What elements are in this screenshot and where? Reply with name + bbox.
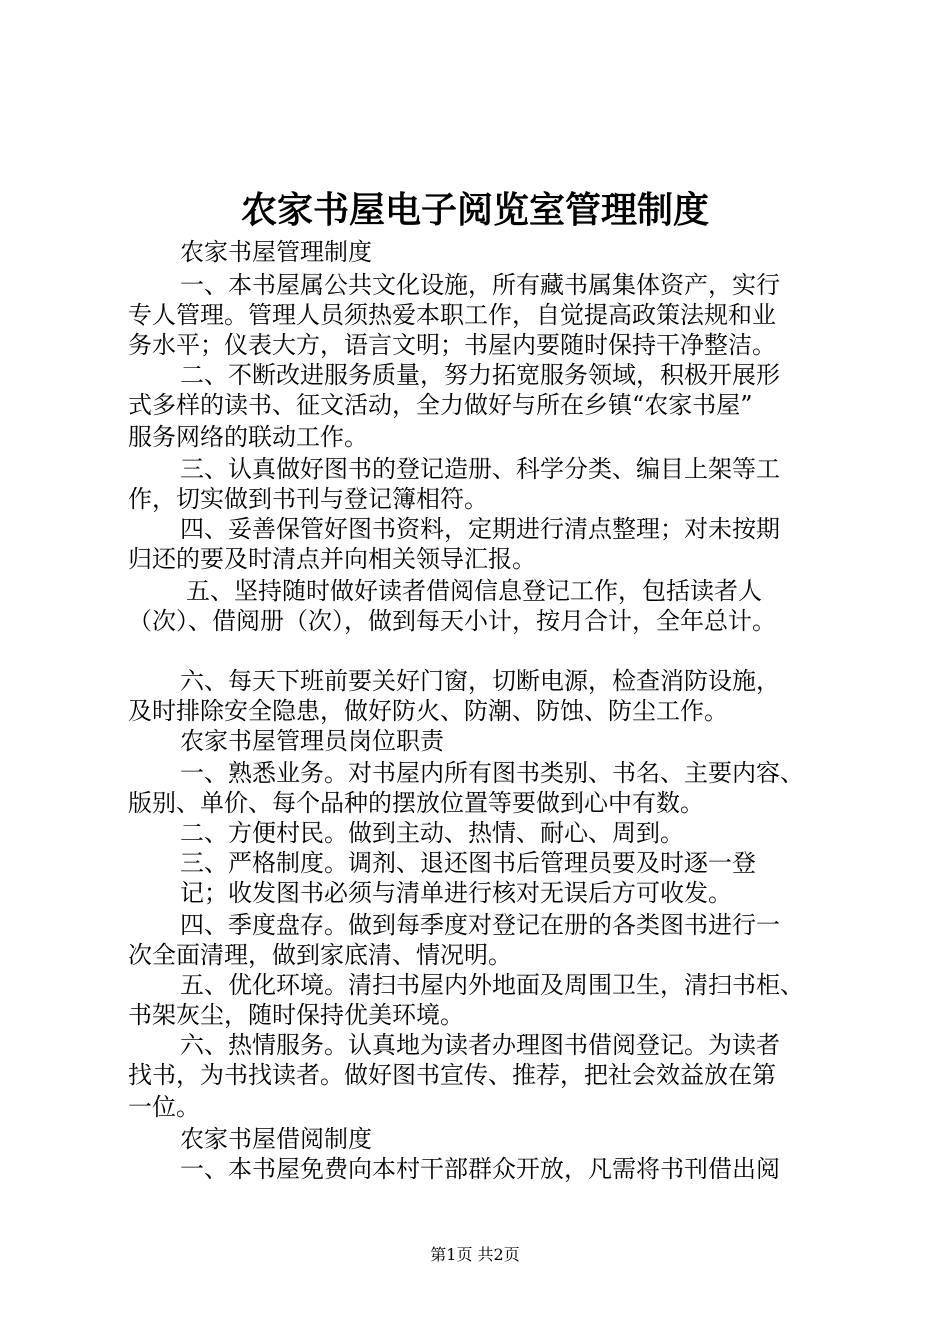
text-line: 六、热情服务。认真地为读者办理图书借阅登记。为读者: [180, 1031, 780, 1059]
text-line: 一、熟悉业务。对书屋内所有图书类别、书名、主要内容、: [180, 759, 804, 787]
section-heading: 农家书屋管理制度: [180, 238, 372, 266]
text-line: 找书，为书找读者。做好图书宣传、推荐，把社会效益放在第: [128, 1061, 776, 1089]
text-line: 务水平；仪表大方，语言文明；书屋内要随时保持干净整洁。: [128, 331, 776, 359]
text-line: 专人管理。管理人员须热爱本职工作，自觉提高政策法规和业: [128, 301, 776, 329]
text-line: 六、每天下班前要关好门窗，切断电源，检查消防设施，: [180, 667, 780, 695]
text-line: 三、严格制度。调剂、退还图书后管理员要及时逐一登: [180, 849, 756, 877]
text-line: 二、不断改进服务质量，努力拓宽服务领域，积极开展形: [180, 361, 780, 389]
section-heading: 农家书屋借阅制度: [180, 1125, 372, 1153]
text-line: 四、妥善保管好图书资料，定期进行清点整理；对未按期: [180, 515, 780, 543]
text-line: 书架灰尘，随时保持优美环境。: [128, 1001, 464, 1029]
text-line: 三、认真做好图书的登记造册、科学分类、编目上架等工: [180, 455, 780, 483]
text-line: 服务网络的联动工作。: [128, 423, 368, 451]
text-line: 五、坚持随时做好读者借阅信息登记工作，包括读者人: [186, 577, 762, 605]
text-line: 次全面清理，做到家底清、情况明。: [128, 941, 512, 969]
text-line: 及时排除安全隐患，做好防火、防潮、防蚀、防尘工作。: [128, 697, 728, 725]
text-line: 版别、单价、每个品种的摆放位置等要做到心中有数。: [128, 789, 704, 817]
page-number-footer: 第1页 共2页: [430, 1245, 520, 1264]
text-line: 五、优化环境。清扫书屋内外地面及周围卫生，清扫书柜、: [180, 971, 804, 999]
text-line: 作，切实做到书刊与登记簿相符。: [128, 485, 488, 513]
text-line: 记；收发图书必须与清单进行核对无误后方可收发。: [180, 879, 732, 907]
text-line: 一位。: [128, 1093, 200, 1121]
text-line: 四、季度盘存。做到每季度对登记在册的各类图书进行一: [180, 911, 780, 939]
text-line: 二、方便村民。做到主动、热情、耐心、周到。: [180, 819, 684, 847]
text-line: 一、本书屋属公共文化设施，所有藏书属集体资产，实行: [180, 271, 780, 299]
document-title: 农家书屋电子阅览室管理制度: [240, 189, 709, 231]
text-line: （次）、借阅册（次），做到每天小计，按月合计，全年总计。: [128, 607, 776, 635]
section-heading: 农家书屋管理员岗位职责: [180, 727, 444, 755]
text-line: 式多样的读书、征文活动，全力做好与所在乡镇“农家书屋”: [128, 391, 753, 419]
text-line: 一、本书屋免费向本村干部群众开放，凡需将书刊借出阅: [180, 1155, 780, 1183]
text-line: 归还的要及时清点并向相关领导汇报。: [128, 545, 536, 573]
